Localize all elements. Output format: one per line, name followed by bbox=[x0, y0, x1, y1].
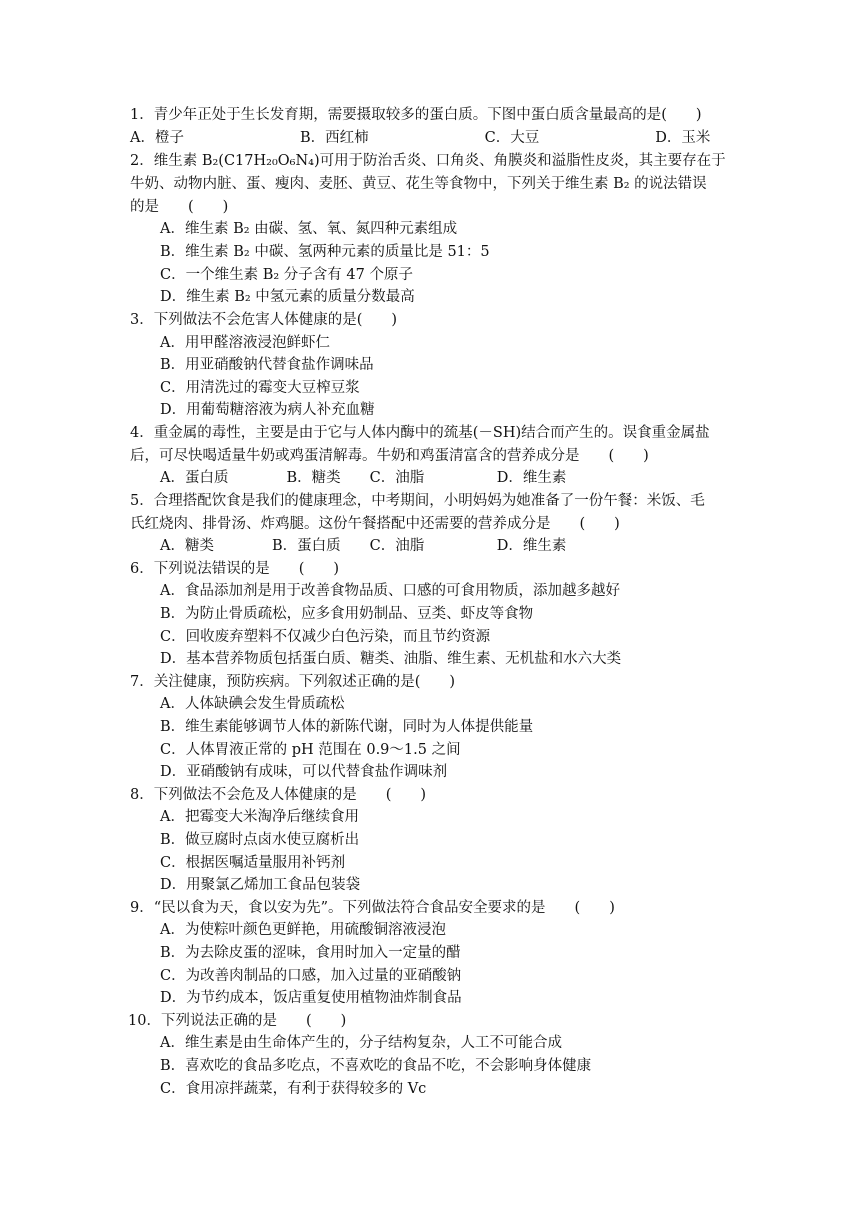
question-8-option-a: A．把霉变大米淘净后继续食用 bbox=[160, 809, 359, 825]
question-4-stem-line-2: 后，可尽快喝适量牛奶或鸡蛋清解毒。牛奶和鸡蛋清富含的营养成分是 ( ) bbox=[130, 448, 649, 464]
question-10-option-a: A．维生素是由生命体产生的，分子结构复杂，人工不可能合成 bbox=[160, 1035, 562, 1051]
question-6-stem: 6．下列说法错误的是 ( ) bbox=[130, 561, 340, 577]
question-9-option-a: A．为使粽叶颜色更鲜艳，用硫酸铜溶液浸泡 bbox=[160, 922, 446, 938]
question-2-stem-line-2: 牛奶、动物内脏、蛋、瘦肉、麦胚、黄豆、花生等食物中，下列关于维生素 B₂ 的说法错误 bbox=[130, 176, 707, 192]
question-3-option-a: A．用甲醛溶液浸泡鲜虾仁 bbox=[160, 335, 330, 351]
question-2-option-b: B．维生素 B₂ 中碳、氢两种元素的质量比是 51：5 bbox=[160, 244, 490, 260]
question-1-options: A．橙子 B．西红柿 C．大豆 D．玉米 bbox=[130, 130, 711, 146]
question-2-stem-line-1: 2．维生素 B₂(C17H₂₀O₆N₄)可用于防治舌炎、口角炎、角膜炎和溢脂性皮炎，其主要存在于 bbox=[130, 153, 726, 169]
question-1-stem: 1．青少年正处于生长发育期，需要摄取较多的蛋白质。下图中蛋白质含量最高的是( ) bbox=[130, 107, 702, 123]
question-9-stem: 9．“民以食为天，食以安为先”。下列做法符合食品安全要求的是 ( ) bbox=[130, 900, 615, 916]
question-6-option-a: A．食品添加剂是用于改善食物品质、口感的可食用物质，添加越多越好 bbox=[160, 583, 620, 599]
question-2-option-a: A．维生素 B₂ 由碳、氢、氧、氮四种元素组成 bbox=[160, 221, 458, 237]
question-6-option-c: C．回收废弃塑料不仅减少白色污染，而且节约资源 bbox=[160, 629, 491, 645]
question-7-option-a: A．人体缺碘会发生骨质疏松 bbox=[160, 696, 345, 712]
question-3-option-b: B．用亚硝酸钠代替食盐作调味品 bbox=[160, 357, 374, 373]
question-5-stem-line-1: 5．合理搭配饮食是我们的健康理念，中考期间，小明妈妈为她准备了一份午餐：米饭、毛 bbox=[130, 493, 705, 509]
question-5-options: A．糖类 B．蛋白质 C．油脂 D．维生素 bbox=[160, 538, 567, 554]
question-6-option-b: B．为防止骨质疏松，应多食用奶制品、豆类、虾皮等食物 bbox=[160, 606, 534, 622]
question-7-option-c: C．人体胃液正常的 pH 范围在 0.9～1.5 之间 bbox=[160, 742, 461, 758]
question-2-option-d: D．维生素 B₂ 中氢元素的质量分数最高 bbox=[160, 289, 415, 305]
question-9-option-d: D．为节约成本，饭店重复使用植物油炸制食品 bbox=[160, 990, 462, 1006]
question-5-stem-line-2: 氏红烧肉、排骨汤、炸鸡腿。这份午餐搭配中还需要的营养成分是 ( ) bbox=[130, 516, 620, 532]
question-9-option-c: C．为改善肉制品的口感，加入过量的亚硝酸钠 bbox=[160, 968, 462, 984]
question-8-option-d: D．用聚氯乙烯加工食品包装袋 bbox=[160, 877, 361, 893]
question-10-option-c: C．食用凉拌蔬菜，有利于获得较多的 Vc bbox=[160, 1081, 427, 1097]
question-2-option-c: C．一个维生素 B₂ 分子含有 47 个原子 bbox=[160, 267, 413, 283]
question-2-stem-line-3: 的是 ( ) bbox=[130, 199, 229, 215]
question-8-option-c: C．根据医嘱适量服用补钙剂 bbox=[160, 855, 346, 871]
question-6-option-d: D．基本营养物质包括蛋白质、糖类、油脂、维生素、无机盐和水六大类 bbox=[160, 651, 622, 667]
question-7-option-b: B．维生素能够调节人体的新陈代谢，同时为人体提供能量 bbox=[160, 719, 534, 735]
question-4-stem-line-1: 4．重金属的毒性，主要是由于它与人体内酶中的巯基(－SH)结合而产生的。误食重金属盐 bbox=[130, 425, 710, 441]
question-10-option-b: B．喜欢吃的食品多吃点，不喜欢吃的食品不吃，不会影响身体健康 bbox=[160, 1058, 592, 1074]
question-9-option-b: B．为去除皮蛋的涩味，食用时加入一定量的醋 bbox=[160, 945, 461, 961]
question-7-stem: 7．关注健康，预防疾病。下列叙述正确的是( ) bbox=[130, 674, 456, 690]
question-8-option-b: B．做豆腐时点卤水使豆腐析出 bbox=[160, 832, 360, 848]
question-8-stem: 8．下列做法不会危及人体健康的是 ( ) bbox=[130, 787, 427, 803]
question-10-stem: 10．下列说法正确的是 ( ) bbox=[128, 1013, 347, 1029]
question-3-option-d: D．用葡萄糖溶液为病人补充血糖 bbox=[160, 402, 375, 418]
question-4-options: A．蛋白质 B．糖类 C．油脂 D．维生素 bbox=[160, 470, 567, 486]
question-3-option-c: C．用清洗过的霉变大豆榨豆浆 bbox=[160, 380, 360, 396]
question-7-option-d: D．亚硝酸钠有成味，可以代替食盐作调味剂 bbox=[160, 764, 448, 780]
question-3-stem: 3．下列做法不会危害人体健康的是( ) bbox=[130, 312, 398, 328]
